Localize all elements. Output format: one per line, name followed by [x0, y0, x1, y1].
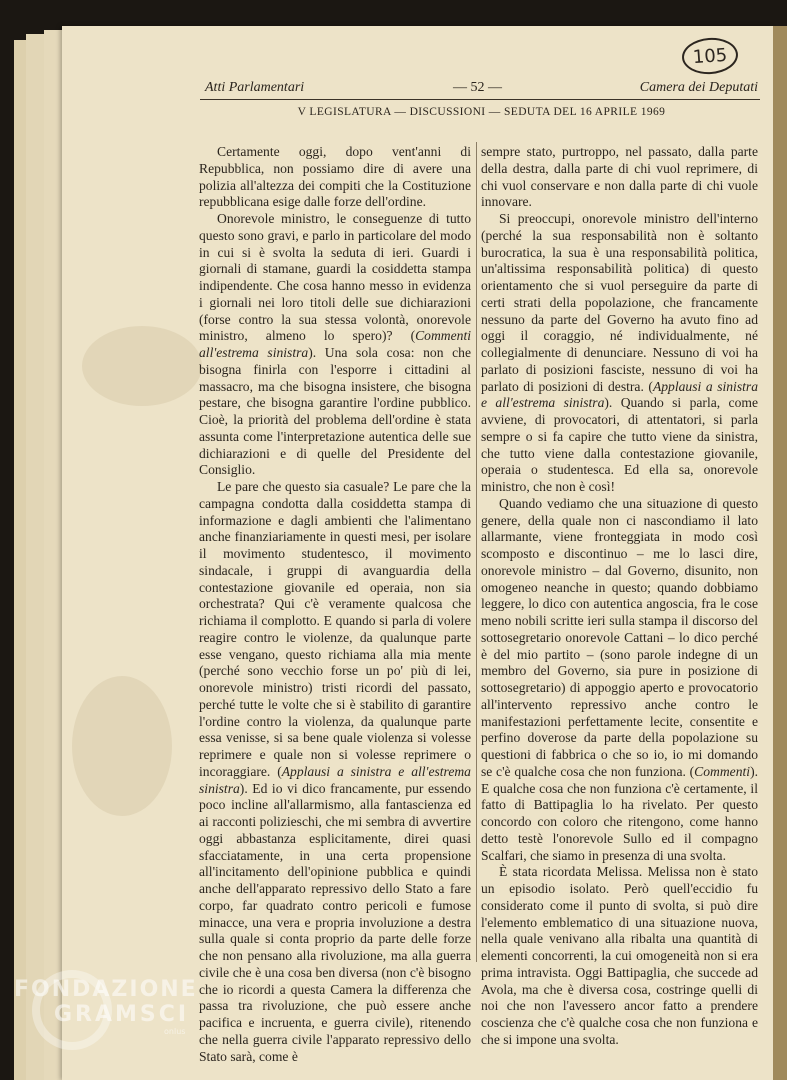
header-right: Camera dei Deputati: [639, 80, 758, 95]
watermark-line-2: GRAMSCI: [54, 1002, 190, 1027]
paragraph-text: ). Una sola cosa: non che bisogna finirla con l'esporre i cittadini al massacro, ma che bisogna insistere, che bisogna pestare, che bisogna garantire l'ordine pubblico. Cioè, la priorità del problema dell'ordine è stata assunta come l'interpretazione autentica delle sue dichiarazioni e di quelle del Presidente del Consiglio.: [199, 345, 471, 478]
paper-stain: [72, 676, 172, 816]
paragraph-text: Le pare che questo sia casuale? Le pare che la campagna condotta dalla cosiddetta stampa di informazione e dagli ambienti che l'alimentano anche finanziariamente in questi mesi, per isolare il movimento studentesco, il movimento sindacale, i gruppi di avanguardia della contestazione giovanile ed operaia, non sia orchestrata? Qui c'è veramente qualcosa che richiama il complotto. E quando si parla di volere reagire contro le violenze, da qualunque parte esse vengano, questo richiama alla mia mente (perché sono vecchio forse un po' più di lei, onorevole ministro) tristi ricordi del passato, perché tutte le volte che si è stabilito di garantire l'ordine contro la violenza, da qualunque parte essa venisse, si sa bene quale violenza si volesse reprimere e quale non si volesse reprimere o incoraggiare. (: [199, 479, 471, 779]
paragraph-italic-run: Commenti: [694, 763, 751, 779]
paper-stain: [82, 326, 202, 406]
paragraph-text: È stata ricordata Melissa. Melissa non è stato un episodio isolato. Però quell'eccidio fu considerato come il punto di svolta, si può dire l'elemento emblematico di una situazione nuova, nella quale venivano alla ribalta una quantità di elementi concorrenti, la cui omogeneità non si era prima intravista. Oggi Battipaglia, che succede ad Avola, ma che è diversa cosa, costringe quelli di noi che non l'avessero ancor fatto a prendere coscienza che c'è qualche cosa che non funziona e che si impone una svolta.: [481, 864, 758, 1047]
paragraph-text: Certamente oggi, dopo vent'anni di Repubblica, non possiamo dire di avere una polizia all'altezza dei compiti che la Costituzione repubblicana esige dalle forze dell'ordine.: [199, 144, 471, 210]
session-subheader: V LEGISLATURA — DISCUSSIONI — SEDUTA DEL 16 APRILE 1969: [297, 106, 666, 118]
header-rule: [200, 99, 760, 100]
page-edge-shadow: [773, 26, 787, 1080]
paragraph-text: ). E qualche cosa che non funziona c'è certamente, il fatto di Battipaglia lo ha rivelato. Per questo concordo con coloro che ritengono, come hanno detto testè l'onorevole Sullo ed il compagno Scalfari, che siamo in presenza di una svolta.: [481, 763, 758, 863]
header-page-number: — 52 —: [453, 80, 502, 95]
paragraph-text: ). Quando si parla, come avviene, di provocatori, di attentatori, si parla sempre o si fa capire che tutto viene da sinistra, che tutto viene dalla contestazione giovanile, operaia o studentesca. Ed ella sa, onorevole ministro, che non è così!: [481, 395, 758, 494]
paragraph-text: Quando vediamo che una situazione di questo genere, della quale non ci nascondiamo il lato allarmante, viene fronteggiata in modo così scomposto e discontinuo – me lo lasci dire, onorevole ministro – dal Governo, disunito, non omogeneo neanche in questo; quando dobbiamo leggere, lo dico con autentica angoscia, fra le cose meno nobili scritte ieri sulla stampa il discorso del sottosegretario onorevole Cattani – lo dico perché è del mio partito – (sono parole indegne di un membro del Governo, sia pure in posizione di sottosegretario) di appoggio aperto e provocatorio all'intervento repressivo anche contro le manifestazioni perfettamente lecite, consentite e perfino doverose da parte della popolazione su questioni di fabbrica o che so io, io mi domando se c'è qualche cosa che non funziona. (: [481, 495, 758, 779]
paragraph: [199, 211, 471, 479]
column-divider: [476, 142, 477, 962]
watermark-line-3: onlus: [164, 1027, 186, 1036]
header-left: Atti Parlamentari: [205, 80, 305, 95]
text-column-right: [481, 144, 758, 1049]
paragraph: [481, 211, 758, 496]
paragraph: [199, 144, 471, 211]
paragraph: [481, 144, 758, 211]
paragraph-text: sempre stato, purtroppo, nel passato, dalla parte della destra, dalla parte di chi vuol reprimere, di chi vuol conservare e non dalla parte di chi vuole innovare.: [481, 144, 758, 210]
paragraph-italic-run: Applausi a sinistra e all'estrema sinistra: [481, 378, 758, 411]
paragraph: [481, 864, 758, 1048]
watermark: [14, 977, 214, 1036]
text-column-left: [199, 144, 471, 1065]
paragraph-italic-run: Commenti all'estrema sinistra: [199, 328, 471, 360]
paragraph-italic-run: Applausi a sinistra e all'estrema sinistra: [199, 763, 471, 796]
paragraph-text: ). Ed io vi dico francamente, pur essendo poco incline all'allarmismo, alla fantascienza ed ai racconti polizieschi, che mi sembra di avvertire oggi abbastanza esplicitamente, direi quasi sfacciatamente, in una certa propensione all'incitamento dell'opinione pubblica e quindi anche dell'apparato repressivo dello Stato a fare corpo, far quadrato contro pericoli e fumose minacce, una vera e propria involuzione a destra sulla quale si conta proprio da parte delle forze che non pensano alla rivoluzione, ma alla guerra civile che è una cosa ben diversa (non c'è bisogno che io ricordi a questa Camera la differenza che passa tra rivoluzione, che può essere anche pacifica e incruenta, e guerra civile), ritenendo che nella guerra civile l'apparato repressivo dello Stato sarà, come è: [199, 780, 471, 1064]
paragraph: [199, 479, 471, 1065]
paragraph: [481, 496, 758, 865]
watermark-line-1: FONDAZIONE: [14, 977, 198, 1002]
paragraph-text: Onorevole ministro, le conseguenze di tutto questo sono gravi, e parlo in particolare del modo in cui si è svolta la seduta di ieri. Guardi i giornali di stamane, guardi la cosiddetta stampa indipendente. Che cosa hanno messo in evidenza i giornali nei loro titoli delle sue dichiarazioni (forse contro la sua stessa volontà, onorevole ministro, almeno lo spero)? (: [199, 211, 471, 344]
archive-page-number: 105: [681, 36, 739, 76]
paragraph-text: Si preoccupi, onorevole ministro dell'interno (perché la sua responsabilità non è soltanto burocratica, la sua è una responsabilità politica, un'altissima responsabilità politica) di questo orientamento che si vuol perseguire da parte di certi strati della popolazione, che francamente nessuno da parte del Governo ha avuto fino ad oggi il coraggio, né individualmente, né collegialmente di denunciare. Nessuno di voi ha parlato di posizioni fasciste, nessuno di voi ha parlato di posizioni di destra. (: [481, 211, 758, 394]
